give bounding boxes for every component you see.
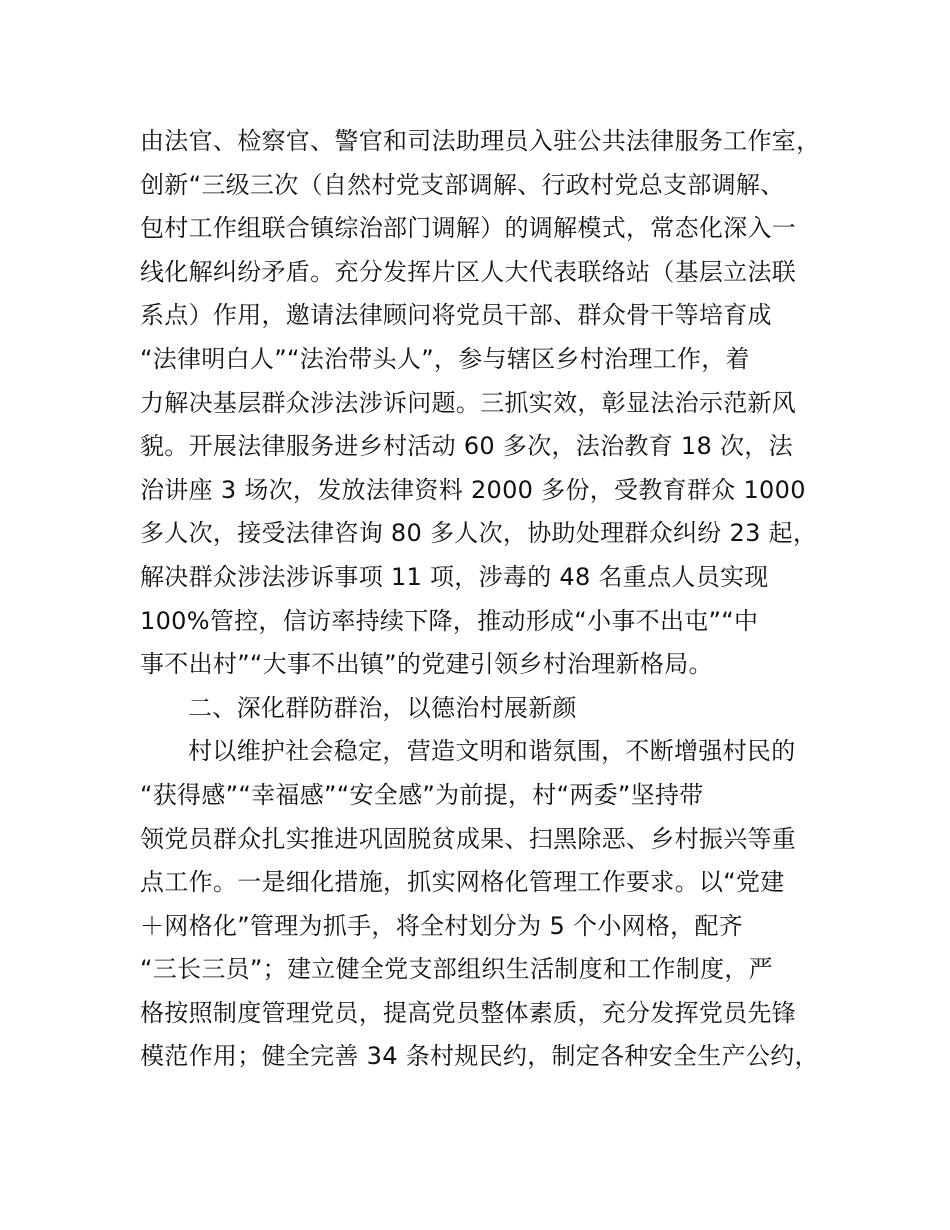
text-line: 包村工作组联合镇综治部门调解）的调解模式，常态化深入一 xyxy=(140,214,797,243)
text-line: ＋网格化”管理为抓手，将全村划分为 5 个小网格，配齐 xyxy=(140,911,744,940)
document-body xyxy=(140,120,840,1079)
paragraph-first-line: 村以维护社会稳定，营造文明和谐氛围，不断增强村民的 xyxy=(188,737,796,766)
text-line: 格按照制度管理党员，提高党员整体素质，充分发挥党员先锋 xyxy=(140,998,797,1027)
text-line: 线化解纠纷矛盾。充分发挥片区人大代表联络站（基层立法联 xyxy=(140,257,797,286)
text-line: “法律明白人”“法治带头人”，参与辖区乡村治理工作，着 xyxy=(140,344,750,373)
text-line: 领党员群众扎实推进巩固脱贫成果、扫黑除恶、乡村振兴等重 xyxy=(140,824,797,853)
text-line: 事不出村”“大事不出镇”的党建引领乡村治理新格局。 xyxy=(140,650,713,679)
text-line: 模范作用；健全完善 34 条村规民约，制定各种安全生产公约， xyxy=(140,1042,819,1071)
text-line: 解决群众涉法涉诉事项 11 项，涉毒的 48 名重点人员实现 xyxy=(140,562,769,591)
text-line: 多人次，接受法律咨询 80 多人次，协助处理群众纠纷 23 起， xyxy=(140,519,818,548)
text-line: 系点）作用，邀请法律顾问将党员干部、群众骨干等培育成 xyxy=(140,301,772,330)
text-line: 治讲座 3 场次，发放法律资料 2000 多份，受教育群众 1000 xyxy=(140,475,806,504)
text-line: 点工作。一是细化措施，抓实网格化管理工作要求。以“党建 xyxy=(140,868,785,897)
text-line: “三长三员”；建立健全党支部组织生活制度和工作制度，严 xyxy=(140,955,773,984)
text-line: 由法官、检察官、警官和司法助理员入驻公共法律服务工作室， xyxy=(140,127,821,155)
text-line: “获得感”“幸福感”“安全感”为前提，村“两委”坚持带 xyxy=(140,780,704,809)
section-heading: 二、深化群防群治，以德治村展新颜 xyxy=(188,693,577,722)
text-line: 力解决基层群众涉法涉诉问题。三抓实效，彰显法治示范新风 xyxy=(140,388,797,417)
text-line: 100%管控，信访率持续下降，推动形成“小事不出屯”“中 xyxy=(140,606,759,635)
text-line: 创新“三级三次（自然村党支部调解、行政村党总支部调解、 xyxy=(140,170,785,199)
text-line: 貌。开展法律服务进乡村活动 60 多次，法治教育 18 次，法 xyxy=(140,432,793,461)
